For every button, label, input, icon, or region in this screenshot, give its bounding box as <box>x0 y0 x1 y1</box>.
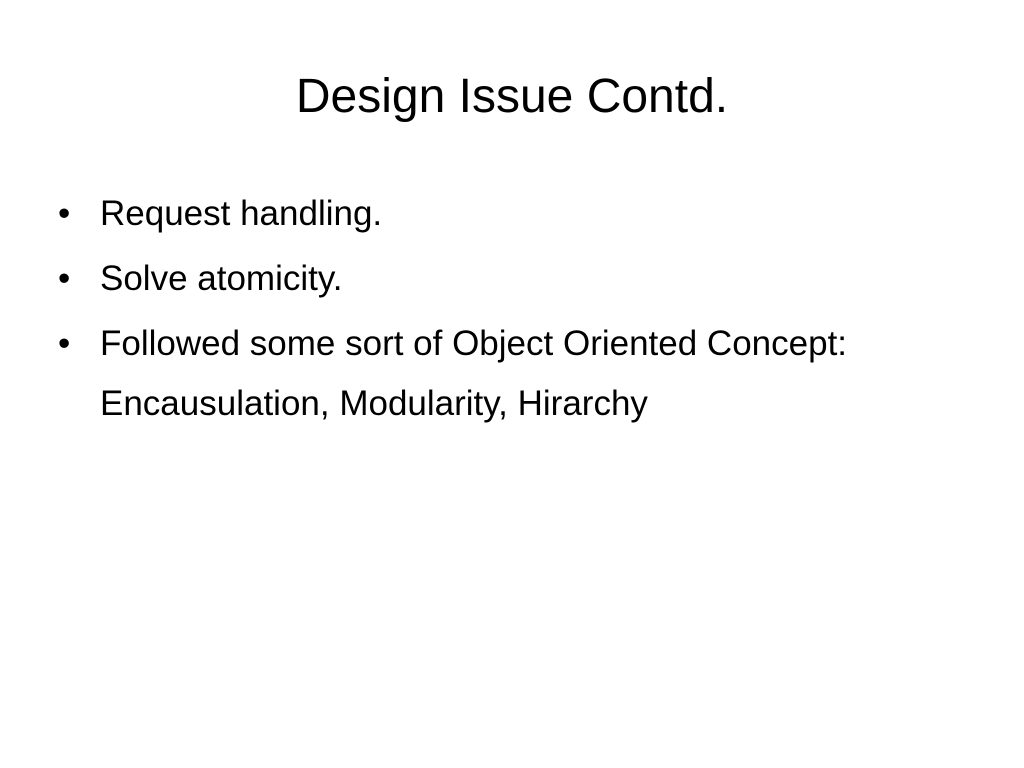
continuation-text: Encausulation, Modularity, Hirarchy <box>100 384 648 423</box>
bullet-dot-icon: • <box>58 324 71 363</box>
bullet-dot-icon: • <box>58 259 71 298</box>
bullet-item-request-handling <box>58 188 958 240</box>
bullet-item-object-oriented <box>58 318 958 370</box>
bullet-text: Followed some sort of Object Oriented Concept: <box>100 324 848 363</box>
bullet-item-solve-atomicity <box>58 253 958 305</box>
bullet-text: Request handling. <box>100 194 383 233</box>
slide-title: Design Issue Contd. <box>295 70 729 123</box>
bullet-dot-icon: • <box>58 194 71 233</box>
bullet-list <box>58 188 958 430</box>
bullet-text: Solve atomicity. <box>100 259 343 298</box>
